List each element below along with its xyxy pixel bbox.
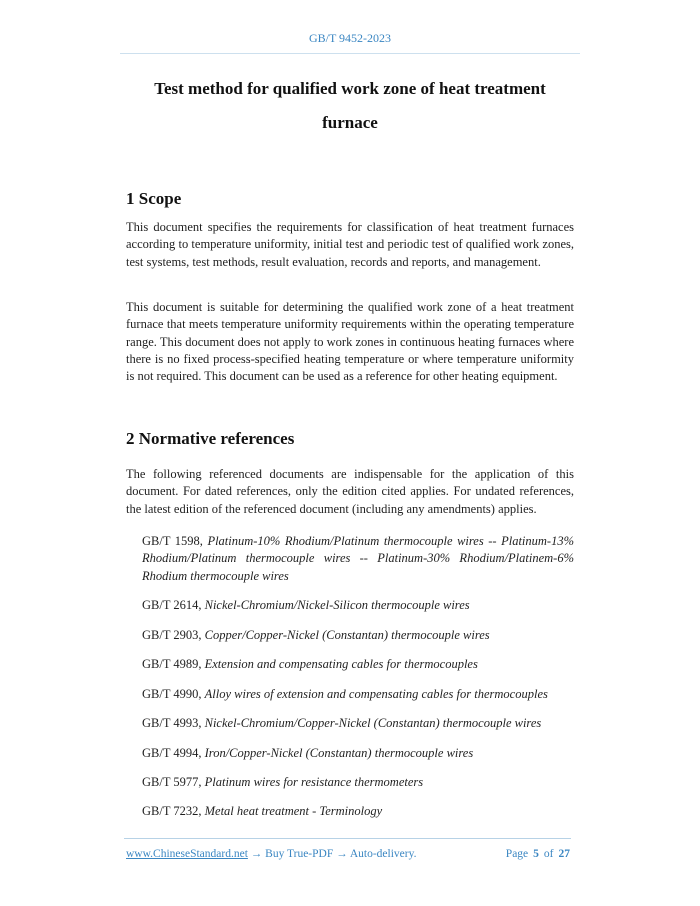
section-heading-normative-references: 2 Normative references	[126, 429, 295, 448]
page-indicator	[506, 848, 570, 860]
reference-item-gbt-5977	[142, 774, 574, 791]
reference-code: GB/T 4989,	[142, 657, 205, 672]
reference-title: Platinum wires for resistance thermometers	[204, 774, 424, 789]
page-of-label: of	[543, 848, 554, 860]
reference-title: Nickel-Chromium/Nickel-Silicon thermocouple wires	[204, 598, 470, 613]
scope-paragraph-1: This document specifies the requirements for classification of heat treatment furnaces according to temperature uniformity, initial test and periodic test of qualified work zones, test systems, test methods, result evaluation, records and reports, and management.	[126, 220, 574, 269]
reference-item-gbt-4994	[142, 745, 574, 762]
reference-title: Alloy wires of extension and compensating cables for thermocouples	[204, 686, 548, 701]
reference-title: Nickel-Chromium/Copper-Nickel (Constantan) thermocouple wires	[204, 716, 542, 731]
reference-code: GB/T 4993,	[142, 716, 205, 731]
reference-code: GB/T 2614,	[142, 598, 205, 613]
reference-code: GB/T 4990,	[142, 686, 205, 701]
section-heading-scope: 1 Scope	[126, 189, 182, 208]
reference-code: GB/T 4994,	[142, 745, 205, 760]
document-title-line-1: Test method for qualified work zone of heat treatment	[154, 79, 546, 98]
reference-title: Platinum-10% Rhodium/Platinum thermocouple wires -- Platinum-13% Rhodium/Platinum thermocouple wires -- Platinum-30% Rhodium/Platinem-6% Rhodium thermocouple wires	[142, 534, 575, 583]
reference-title: Copper/Copper-Nickel (Constantan) thermocouple wires	[204, 627, 490, 642]
reference-item-gbt-2903	[142, 627, 574, 644]
page-footer	[126, 848, 572, 860]
reference-item-gbt-1598	[142, 533, 574, 585]
footer-promo-text: → Buy True-PDF → Auto-delivery.	[247, 848, 417, 860]
scope-paragraph-2: This document is suitable for determining the qualified work zone of a heat treatment furnace that meets temperature uniformity requirements within the operating temperature range. This document does not apply to work zones in continuous heating furnaces where there is no fixed process-specified heating temperature or where temperature uniformity is not required. This document can be used as a reference for other heating equipment.	[126, 300, 574, 384]
current-page-number: 5	[533, 848, 539, 860]
total-pages-number: 27	[558, 848, 570, 860]
reference-list	[142, 533, 574, 833]
page-label: Page	[505, 848, 529, 860]
reference-title: Iron/Copper-Nickel (Constantan) thermocouple wires	[204, 745, 474, 760]
normative-references-intro: The following referenced documents are indispensable for the application of this document. For dated references, only the edition cited applies. For undated references, the latest edition of the referenced document (including any amendments) applies.	[126, 467, 574, 516]
reference-item-gbt-2614	[142, 597, 574, 614]
reference-item-gbt-4989	[142, 656, 574, 673]
reference-item-gbt-7232	[142, 803, 574, 820]
reference-code: GB/T 5977,	[142, 774, 205, 789]
reference-code: GB/T 2903,	[142, 627, 205, 642]
reference-code: GB/T 1598,	[142, 534, 208, 548]
reference-title: Metal heat treatment - Terminology	[204, 804, 383, 819]
reference-item-gbt-4993	[142, 715, 574, 732]
footer-divider	[124, 838, 571, 839]
reference-title: Extension and compensating cables for thermocouples	[204, 657, 478, 672]
document-title	[120, 72, 580, 140]
header-divider	[120, 53, 580, 54]
reference-item-gbt-4990	[142, 686, 574, 703]
chinesestandard-link[interactable]: www.ChineseStandard.net	[126, 848, 248, 860]
reference-code: GB/T 7232,	[142, 804, 205, 819]
document-title-line-2: furnace	[322, 113, 378, 132]
page-header-standard-code: GB/T 9452-2023	[308, 31, 392, 45]
